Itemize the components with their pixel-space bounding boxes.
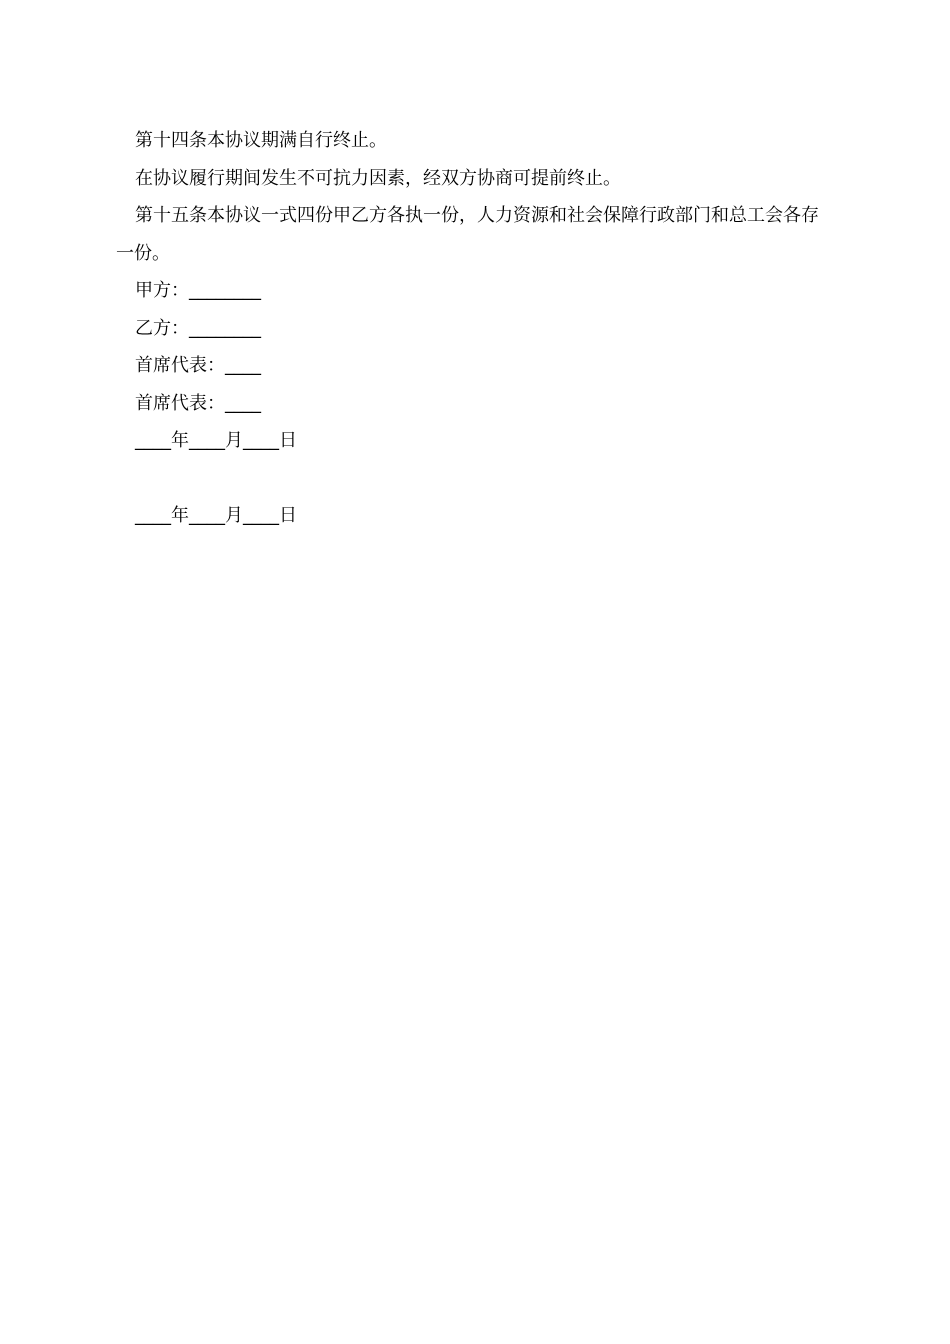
document-body: [116, 122, 836, 535]
party-b-signature-line: 乙方：________: [135, 317, 261, 339]
blank-gap: [116, 460, 836, 498]
force-majeure-text: 在协议履行期间发生不可抗力因素，经双方协商可提前终止。: [135, 167, 621, 189]
date-line-2: ____年____月____日: [135, 505, 297, 526]
chief-representative-line-2: 首席代表：____: [135, 392, 261, 414]
chief-representative-line-1: 首席代表：____: [135, 355, 261, 376]
clause-14-text: 第十四条本协议期满自行终止。: [135, 130, 387, 151]
clause-15-text: 第十五条本协议一式四份甲乙方各执一份，人力资源和社会保障行政部门和总工会各存一份。: [116, 205, 819, 264]
party-a-signature-line: 甲方：________: [135, 280, 261, 301]
date-line-1: ____年____月____日: [135, 430, 297, 451]
